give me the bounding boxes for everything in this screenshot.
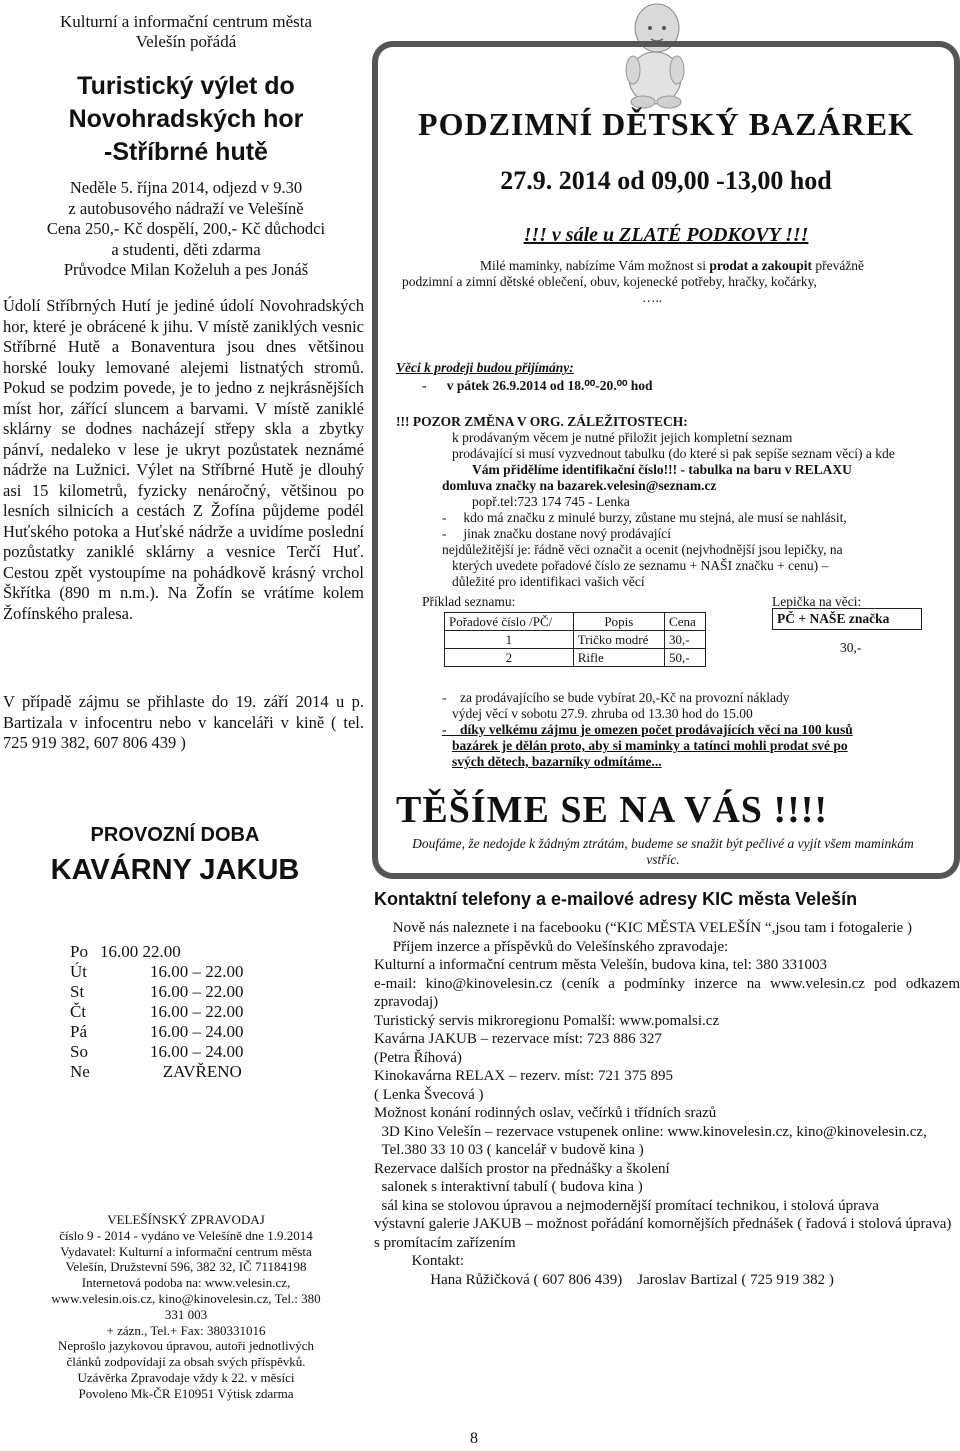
trip-description: Údolí Stříbrných Hutí je jediné údolí Novohradských hor, které je obrácené k jihu. V místě zaniklých vesnic Stříbrné Hutě a Bonaventura jsou dnes většinou horské louky lemované alejemi listnatých stromů. Pokud se podzim povede, je to jedno z nejkrásnějších míst hor, zářící sluncem a barvami. V místě zaniklé sklárny se dodnes nacházejí střepy skla a zbytky pánví, nedaleko v lese je ukryt pozůstatek neznámé nádrže na Lužnici. Výlet na Stříbrné Hutě je dlouhý asi 15 kilometrů, fyzicky nenáročný, většinou po lesních silnicích a cestách Z Žofína půjdeme podél Huťského potoka a Huťské nádrže a uvidíme poslední pozůstatky zaniklé sklárny a vesnice Terčí Huť. Cestou zpět vystoupíme na pohádkově krásný vrchol Škřítka (890 m n.m.). Na Žofín se vrátíme kolem Žofínského pralesa.: [3, 296, 364, 623]
fee-line: výdej věcí v sobotu 27.9. zhruba od 13.30 hod do 15.00: [452, 706, 753, 721]
contacts-list: [374, 919, 960, 1289]
cafe-heading-2: KAVÁRNY JAKUB: [50, 854, 300, 886]
hours-time: 16.00 – 24.00: [150, 1042, 244, 1061]
imprint-line: 331 003: [164, 1306, 208, 1322]
contacts-section: [374, 888, 960, 1289]
organizer-line-1: Kulturní a informační centrum města: [59, 12, 313, 31]
table-header: Cena: [665, 613, 706, 631]
poster-venue: !!! v sále u ZLATÉ PODKOVY !!!: [523, 224, 809, 246]
example-table: [444, 612, 706, 667]
hours-row: [70, 1062, 330, 1082]
page-number: 8: [470, 1430, 478, 1447]
trip-title-line-2: Novohradských hor: [68, 105, 304, 133]
cafe-heading-1: PROVOZNÍ DOBA: [90, 824, 260, 846]
table-header: Pořadové číslo /PČ/: [445, 613, 574, 631]
hours-row: [70, 1042, 330, 1062]
sticker-box: [772, 608, 922, 630]
contact-line: Kulturní a informační centrum města Velešín, budova kina, tel: 380 331003: [374, 957, 827, 973]
hours-time: 16.00 22.00: [100, 942, 181, 961]
contact-line: Turistický servis mikroregionu Pomalší: www.pomalsi.cz: [374, 1012, 720, 1029]
imprint-line: VELEŠÍNSKÝ ZPRAVODAJ: [107, 1212, 265, 1227]
imprint-line: Vydavatel: Kulturní a informační centrum města: [60, 1243, 312, 1259]
thanks-heading: TĚŠÍME SE NA VÁS !!!!: [396, 789, 829, 831]
fee-line: svých dětech, bazarníky odmítáme...: [452, 754, 662, 769]
contact-line: Kavárna JAKUB – rezervace míst: 723 886 327: [374, 1031, 662, 1047]
contact-line: 3D Kino Velešín – rezervace vstupenek online: www.kinovelesin.cz, kino@kinovelesin.cz,: [374, 1123, 927, 1140]
organizer-line-2: Velešín pořádá: [135, 32, 237, 51]
cafe-hours: [70, 942, 330, 1082]
rule-line: důležité pro identifikaci vašich věcí: [452, 574, 645, 589]
table-cell: Rifle: [573, 649, 664, 667]
hours-day: St: [70, 982, 85, 1001]
table-cell: 2: [445, 649, 574, 667]
hours-row: [70, 1002, 330, 1022]
poster-title: PODZIMNÍ DĚTSKÝ BAZÁREK: [418, 106, 914, 142]
hours-day: Ne: [70, 1062, 90, 1081]
sticker-header: PČ + NAŠE značka: [777, 611, 890, 626]
fee-info: [442, 690, 952, 770]
rule-line: - kdo má značku z minulé burzy, zůstane mu stejná, ale musí se nahlásit,: [442, 510, 847, 525]
contact-line: Příjem inzerce a příspěvků do Velešínského zpravodaje:: [374, 938, 729, 955]
imprint-line: článků zodpovídají za obsah svých příspěvků.: [66, 1354, 306, 1370]
imprint-line: Povoleno Mk-ČR E10951 Výtisk zdarma: [78, 1385, 294, 1401]
table-cell: Tričko modré: [573, 631, 664, 649]
rule-line: kterých uvedete pořadové číslo ze seznamu + NAŠI značku + cenu) –: [452, 558, 829, 573]
poster-date: 27.9. 2014 od 09,00 -13,00 hod: [500, 166, 832, 195]
hours-day: Čt: [70, 1002, 87, 1021]
sticker-value: 30,-: [840, 640, 862, 655]
hours-row: [70, 962, 330, 982]
intro-bold: prodat a zakoupit: [709, 258, 812, 273]
rule-line: nejdůležitější je: řádně věci označit a ocenit (nejvhodnější jsou lepičky, na: [442, 542, 843, 557]
example-label: Příklad seznamu:: [422, 594, 516, 609]
table-header: Popis: [573, 613, 664, 631]
hours-day: Pá: [70, 1022, 87, 1041]
table-cell: 1: [445, 631, 574, 649]
rule-line: - jinak značku dostane nový prodávající: [442, 526, 672, 541]
table-row: [445, 631, 706, 649]
contact-line: Rezervace dalších prostor na přednášky a školení: [374, 1160, 670, 1177]
contact-line: (Petra Říhová): [374, 1049, 462, 1066]
imprint-line: číslo 9 - 2014 - vydáno ve Velešíně dne 1.9.2014: [59, 1227, 313, 1243]
left-column: [0, 0, 372, 1451]
sticker-label: Lepička na věci:: [772, 594, 862, 609]
table-cell: 50,-: [665, 649, 706, 667]
imprint-line: Uzávěrka Zpravodaje vždy k 22. v měsíci: [77, 1369, 295, 1385]
hours-row: [70, 982, 330, 1002]
rule-line: Vám přidělíme identifikační číslo!!! - tabulka na baru v RELAXU: [472, 462, 852, 477]
trip-title-line-3: -Stříbrné hutě: [104, 138, 268, 166]
warning-heading: !!! POZOR ZMĚNA V ORG. ZÁLEŽITOSTECH:: [396, 414, 688, 429]
hours-time: 16.00 – 22.00: [150, 962, 244, 981]
trip-info: [0, 178, 372, 281]
poster-intro: [402, 258, 942, 306]
fee-line: - díky velkému zájmu je omezen počet prodávajících věcí na 100 kusů: [442, 722, 853, 737]
fee-line: - za prodávajícího se bude vybírat 20,-Kč na provozní náklady: [442, 690, 790, 705]
trip-guide: Průvodce Milan Koželuh a pes Jonáš: [63, 260, 309, 279]
rule-line: domluva značky na bazarek.velesin@seznam.cz: [442, 478, 717, 493]
contact-line: Kontakt:: [374, 1253, 464, 1269]
rules: [442, 430, 952, 590]
contact-line: salonek s interaktivní tabulí ( budova kina ): [374, 1179, 643, 1195]
imprint-line: Velešín, Družstevní 596, 382 32, IČ 71184198: [65, 1259, 307, 1275]
rule-line: prodávající si musí vyzvednout tabulku (do které si pak sepíše seznam věcí) a kde: [452, 446, 895, 461]
contact-line: Možnost konání rodinných oslav, večírků i třídních srazů: [374, 1105, 717, 1121]
accept-heading: Věci k prodeji budou přijímány:: [396, 360, 574, 375]
hours-row: [70, 942, 330, 962]
intro-text-1: Milé maminky, nabízíme Vám možnost si: [479, 258, 707, 273]
hours-row: [70, 1022, 330, 1042]
rule-line: popř.tel:723 174 745 - Lenka: [472, 494, 630, 509]
contact-line: Tel.380 33 10 03 ( kancelář v budově kina ): [374, 1142, 644, 1158]
contact-line: sál kina se stolovou úpravou a nejmodernější promítací technikou, i stolová úprava: [374, 1197, 879, 1214]
hours-time: ZAVŘENO: [150, 1062, 242, 1081]
imprint-line: Internetová podoba na: www.velesin.cz,: [81, 1275, 291, 1291]
table-row: [445, 649, 706, 667]
imprint-line: Neprošlo jazykovou úpravou, autoři jednotlivých: [58, 1338, 314, 1354]
trip-title-line-1: Turistický výlet do: [77, 72, 295, 100]
imprint-line: www.velesin.ois.cz, kino@kinovelesin.cz, Tel.: 380: [51, 1290, 321, 1306]
intro-text-3: podzimní a zimní dětské oblečení, obuv, kojenecké potřeby, hračky, kočárky,: [402, 274, 817, 289]
table-header-row: [445, 613, 706, 631]
hours-time: 16.00 – 22.00: [150, 982, 244, 1001]
contact-line: s promítacím zařízením: [374, 1234, 516, 1251]
contact-line: ( Lenka Švecová ): [374, 1086, 484, 1103]
imprint: [0, 1212, 372, 1402]
contact-line: Nově nás naleznete i na facebooku (“KIC MĚSTA VELEŠÍN “,jsou tam i fotogalerie ): [374, 920, 912, 936]
hours-day: So: [70, 1042, 88, 1061]
rule-line: k prodávaným věcem je nutné přiložit jejich kompletní seznam: [452, 430, 793, 445]
contact-line: výstavní galerie JAKUB – možnost pořádání komornějších přednášek ( řadová i stolová úprava): [374, 1216, 952, 1232]
bazaar-poster: [372, 40, 960, 880]
intro-text-2: převážně: [815, 258, 865, 273]
trip-date: Neděle 5. října 2014, odjezd v 9.30: [69, 178, 303, 197]
trip-free: a studenti, děti zdarma: [111, 239, 261, 259]
accept-line: - v pátek 26.9.2014 od 18.⁰⁰-20.⁰⁰ hod: [422, 378, 653, 393]
hours-day: Po: [70, 942, 88, 961]
trip-price: Cena 250,- Kč dospělí, 200,- Kč důchodci: [46, 219, 326, 238]
hours-day: Út: [70, 962, 87, 981]
table-cell: 30,-: [665, 631, 706, 649]
hours-time: 16.00 – 22.00: [150, 1002, 244, 1021]
hours-time: 16.00 – 24.00: [150, 1022, 244, 1041]
imprint-line: + zázn., Tel.+ Fax: 380331016: [106, 1322, 266, 1338]
trip-signup: V případě zájmu se přihlaste do 19. září 2014 u p. Bartizala v infocentru nebo v kanceláři v kině ( tel. 725 919 382, 607 806 439 ): [3, 692, 364, 752]
contacts-heading: Kontaktní telefony a e-mailové adresy KIC města Velešín: [374, 889, 858, 909]
contact-line: Kinokavárna RELAX – rezerv. míst: 721 375 895: [374, 1068, 673, 1084]
intro-text-4: …..: [642, 290, 663, 305]
fee-line: bazárek je dělán proto, aby si maminky a tatínci mohli prodat své po: [452, 738, 848, 753]
trip-title: [0, 70, 372, 169]
contact-line: Hana Růžičková ( 607 806 439) Jaroslav Bartizal ( 725 919 382 ): [374, 1271, 834, 1288]
closing-note: Doufáme, že nedojde k žádným ztrátám, budeme se snažit být pečlivé a vyjít všem maminkám vstříc.: [412, 836, 914, 867]
organizer: [0, 12, 372, 52]
contact-line: e-mail: kino@kinovelesin.cz (ceník a podmínky inzerce na www.velesin.cz pod odkazem zpravodaj): [374, 975, 960, 1010]
trip-departure: z autobusového nádraží ve Velešíně: [68, 198, 304, 218]
